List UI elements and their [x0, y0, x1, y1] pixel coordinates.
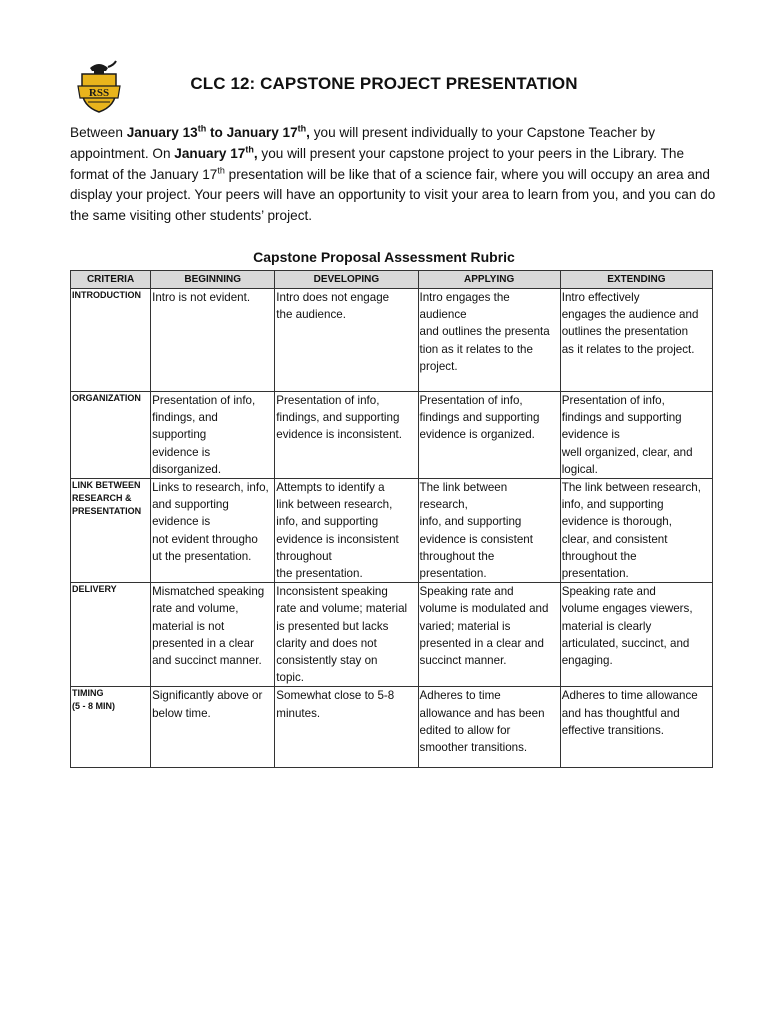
applying-cell: Intro engages the audience and outlines the presenta tion as it relates to the project. — [418, 289, 560, 392]
table-row — [71, 687, 713, 768]
header-extending: EXTENDING — [560, 271, 712, 289]
date-january-17: January 17 — [174, 145, 246, 161]
rubric-header-row — [71, 271, 713, 289]
criteria-cell: INTRODUCTION — [71, 289, 151, 392]
extending-cell: Speaking rate and volume engages viewers, material is clearly articulated, succinct, and engaging. — [560, 583, 712, 687]
beginning-cell: Presentation of info, findings, and supporting evidence is disorganized. — [151, 392, 275, 479]
rubric-title: Capstone Proposal Assessment Rubric — [253, 249, 515, 265]
applying-cell: The link between research, info, and supporting evidence is consistent throughout the presentation. — [418, 479, 560, 583]
table-row — [71, 479, 713, 583]
applying-cell: Speaking rate and volume is modulated and varied; material is presented in a clear and succinct manner. — [418, 583, 560, 687]
header-beginning: BEGINNING — [151, 271, 275, 289]
developing-cell: Somewhat close to 5-8 minutes. — [275, 687, 418, 768]
svg-text:RSS: RSS — [88, 87, 110, 99]
developing-cell: Attempts to identify a link between research, info, and supporting evidence is inconsistent throughout the presentation. — [275, 479, 418, 583]
extending-cell: The link between research, info, and supporting evidence is thorough, clear, and consistent throughout the presentation. — [560, 479, 712, 583]
header-developing: DEVELOPING — [275, 271, 418, 289]
header-applying: APPLYING — [418, 271, 560, 289]
criteria-cell: LINK BETWEEN RESEARCH & PRESENTATION — [71, 479, 151, 583]
rubric-table — [70, 270, 713, 768]
criteria-cell: TIMING (5 - 8 MIN) — [71, 687, 151, 768]
intro-paragraph: Between January 13th to January 17th, you will present individually to your Capstone Teacher by appointment. On January 17th, you will present your capstone project to your peers in the Library. The format of the January 17th presentation will be like that of a science fair, where you will occupy an area and display your project. Your peers will have an opportunity to visit your area to learn from you, and you can do the same visiting other students’ project. — [70, 123, 716, 224]
criteria-cell: ORGANIZATION — [71, 392, 151, 479]
applying-cell: Adheres to time allowance and has been edited to allow for smoother transitions. — [418, 687, 560, 768]
developing-cell: Inconsistent speaking rate and volume; material is presented but lacks clarity and does not consistently stay on topic. — [275, 583, 418, 687]
beginning-cell: Mismatched speaking rate and volume, material is not presented in a clear and succinct manner. — [151, 583, 275, 687]
developing-cell: Presentation of info, findings, and supporting evidence is inconsistent. — [275, 392, 418, 479]
extending-cell: Adheres to time allowance and has thoughtful and effective transitions. — [560, 687, 712, 768]
table-row — [71, 392, 713, 479]
beginning-cell: Intro is not evident. — [151, 289, 275, 392]
table-row — [71, 289, 713, 392]
developing-cell: Intro does not engage the audience. — [275, 289, 418, 392]
extending-cell: Intro effectively engages the audience and outlines the presentation as it relates to the project. — [560, 289, 712, 392]
beginning-cell: Links to research, info, and supporting evidence is not evident througho ut the presentation. — [151, 479, 275, 583]
applying-cell: Presentation of info, findings and supporting evidence is organized. — [418, 392, 560, 479]
page-title: CLC 12: CAPSTONE PROJECT PRESENTATION — [190, 74, 578, 93]
criteria-cell: DELIVERY — [71, 583, 151, 687]
table-row — [71, 583, 713, 687]
date-january-13: January 13 — [126, 125, 198, 140]
beginning-cell: Significantly above or below time. — [151, 687, 275, 768]
header-criteria: CRITERIA — [71, 271, 151, 289]
extending-cell: Presentation of info, findings and supporting evidence is well organized, clear, and logical. — [560, 392, 712, 479]
